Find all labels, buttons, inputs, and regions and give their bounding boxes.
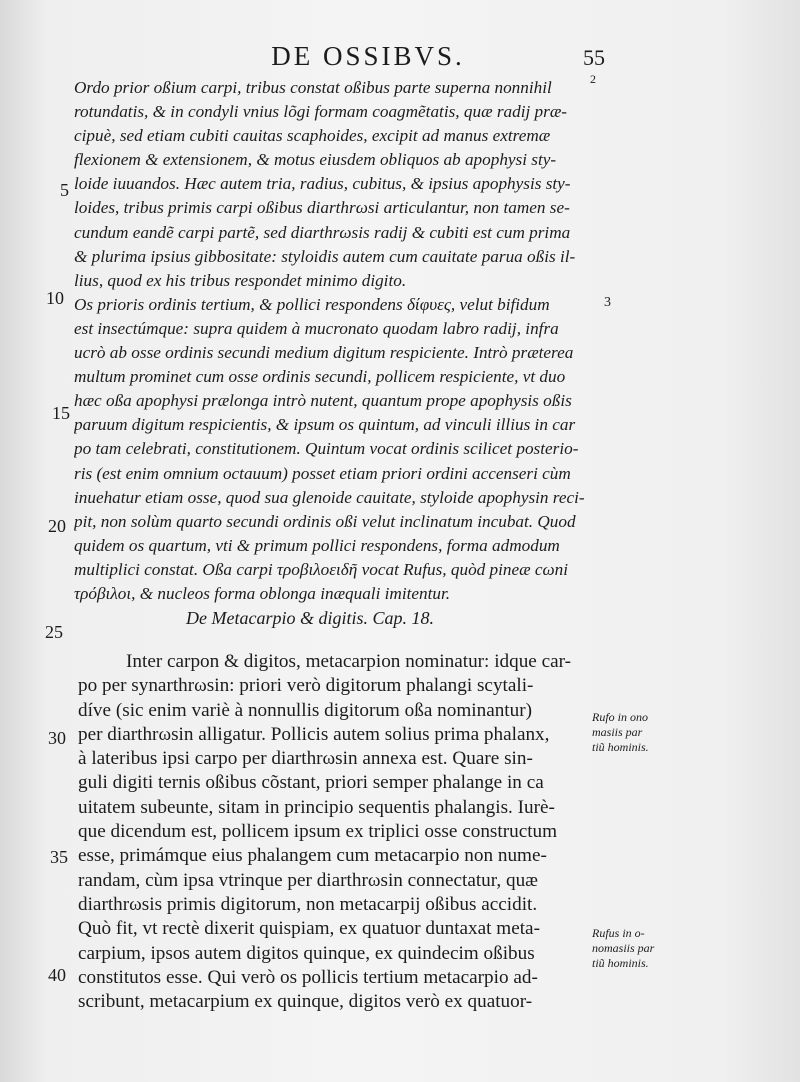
line-number: 15	[52, 403, 70, 423]
text-line: cipuè, sed etiam cubiti cauitas scaphoides, excipit ad manus extremæ	[74, 126, 551, 146]
margin-note-line: tiũ hominis.	[592, 740, 649, 754]
text-line: Inter carpon & digitos, metacarpion nominatur: idque car-	[126, 651, 572, 672]
text-line: ris (est enim omnium octauum) posset etiam priori ordini accenseri cùm	[74, 463, 571, 483]
corner-mark: 2	[590, 72, 596, 86]
line-number: 20	[48, 516, 66, 536]
text-line: rotundatis, & in condyli vnius lõgi formam coagmẽtatis, quæ radij præ-	[74, 102, 568, 122]
margin-note-line: nomasiis par	[592, 941, 655, 955]
text-line: multum prominet cum osse ordinis secundi, pollicem respiciente, vt duo	[74, 367, 566, 387]
text-line: loide iuuandos. Hæc autem tria, radius, cubitus, & ipsius apophysis sty-	[74, 174, 571, 194]
text-line: uitatem subeunte, sitam in principio sequentis phalangis. Iurè-	[78, 796, 555, 818]
text-line: Quò fit, vt rectè dixerit quispiam, ex quatuor duntaxat meta-	[78, 918, 540, 940]
text-line: & plurima ipsius gibbositate: styloidis autem cum cauitate parua oßis il-	[74, 246, 576, 266]
text-line: flexionem & extensionem, & motus eiusdem obliquos ab apophysi sty-	[74, 150, 557, 170]
text-line: esse, primámque eius phalangem cum metacarpio non nume-	[78, 845, 547, 867]
margin-note-line: Rufus in o-	[592, 926, 645, 940]
chapter-heading: De Metacarpio & digitis. Cap. 18.	[186, 608, 434, 628]
page-header	[0, 36, 800, 76]
text-line: diarthrωsis primis digitorum, non metacarpij oßibus accidit.	[78, 893, 538, 915]
side-mark: 3	[604, 295, 611, 310]
text-line: cundum eandẽ carpi partẽ, sed diarthrωsis radij & cubiti est cum prima	[74, 222, 571, 242]
page-number: 55	[583, 45, 605, 70]
text-line: inuehatur etiam osse, quod sua glenoide cauitate, styloide apophysin reci-	[74, 487, 585, 507]
text-line: à lateribus ipsi carpo per diarthrωsin annexa est. Quare sin-	[78, 748, 533, 770]
margin-note	[592, 926, 662, 971]
text-line: po tam celebrati, constitutionem. Quintum vocat ordinis scilicet posterio-	[74, 439, 579, 459]
margin-note-line: Rufo in ono	[592, 710, 648, 724]
text-line: quidem os quartum, vti & primum pollici respondens, forma admodum	[74, 535, 560, 555]
margin-note-line: tiũ hominis.	[592, 956, 649, 970]
text-line: lius, quod ex his tribus respondet minimo digito.	[74, 270, 407, 290]
roman-paragraph	[78, 650, 618, 1014]
text-line: Ordo prior oßium carpi, tribus constat oßibus parte superna nonnihil	[74, 78, 552, 97]
margin-note	[592, 710, 662, 755]
line-number: 25	[45, 622, 63, 642]
italic-paragraph	[74, 76, 610, 606]
text-line: constitutos esse. Qui verò os pollicis tertium metacarpio ad-	[78, 966, 538, 988]
text-line: que dicendum est, pollicem ipsum ex triplici osse constructum	[78, 821, 558, 843]
text-line: multiplici constat. Oßa carpi τροβιλοειδῆ vocat Rufus, quòd pineæ cωni	[74, 559, 569, 579]
line-number: 40	[48, 965, 66, 985]
text-line: Os prioris ordinis tertium, & pollici respondens δίφυες, velut bifidum	[74, 294, 550, 314]
line-number: 5	[60, 180, 69, 200]
text-line: ucrò ab osse ordinis secundi medium digitum respiciente. Intrò præterea	[74, 343, 574, 363]
text-line: guli digiti ternis oßibus cõstant, priori semper phalange in ca	[78, 772, 544, 794]
line-number: 10	[46, 288, 64, 308]
running-title: DE OSSIBVS.	[271, 41, 465, 71]
text-line: carpium, ipsos autem digitos quinque, ex quindecim oßibus	[78, 942, 535, 964]
margin-note-line: masiis par	[592, 725, 643, 739]
line-number: 30	[48, 728, 66, 748]
text-line: díve (sic enim variè à nonnullis digitorum oßa nominantur)	[78, 699, 533, 721]
text-line: pit, non solùm quarto secundi ordinis oßi velut inclinatum incubat. Quod	[74, 511, 576, 531]
line-number: 35	[50, 847, 68, 867]
text-line: est insectúmque: supra quidem à mucronato quodam labro radij, infra	[74, 318, 559, 338]
text-line: loides, tribus primis carpi oßibus diarthrωsi articulantur, non tamen se-	[74, 198, 570, 218]
text-line: per diarthrωsin alligatur. Pollicis autem solius prima phalanx,	[78, 723, 550, 745]
text-line: τρόβιλοι, & nucleos forma oblonga inæquali imitentur.	[74, 583, 451, 603]
text-line: randam, cùm ipsa vtrinque per diarthrωsin connectatur, quæ	[78, 869, 538, 891]
text-line: hæc oßa apophysi prælonga intrò nutent, quantum prope apophysis oßis	[74, 391, 572, 411]
text-line: po per synarthrωsin: priori verò digitorum phalangi scytali-	[78, 675, 534, 697]
text-line: scribunt, metacarpium ex quinque, digitos verò ex quatuor-	[78, 991, 533, 1013]
text-line: paruum digitum respicientis, & ipsum os quintum, ad vinculi illius in car	[74, 415, 576, 435]
